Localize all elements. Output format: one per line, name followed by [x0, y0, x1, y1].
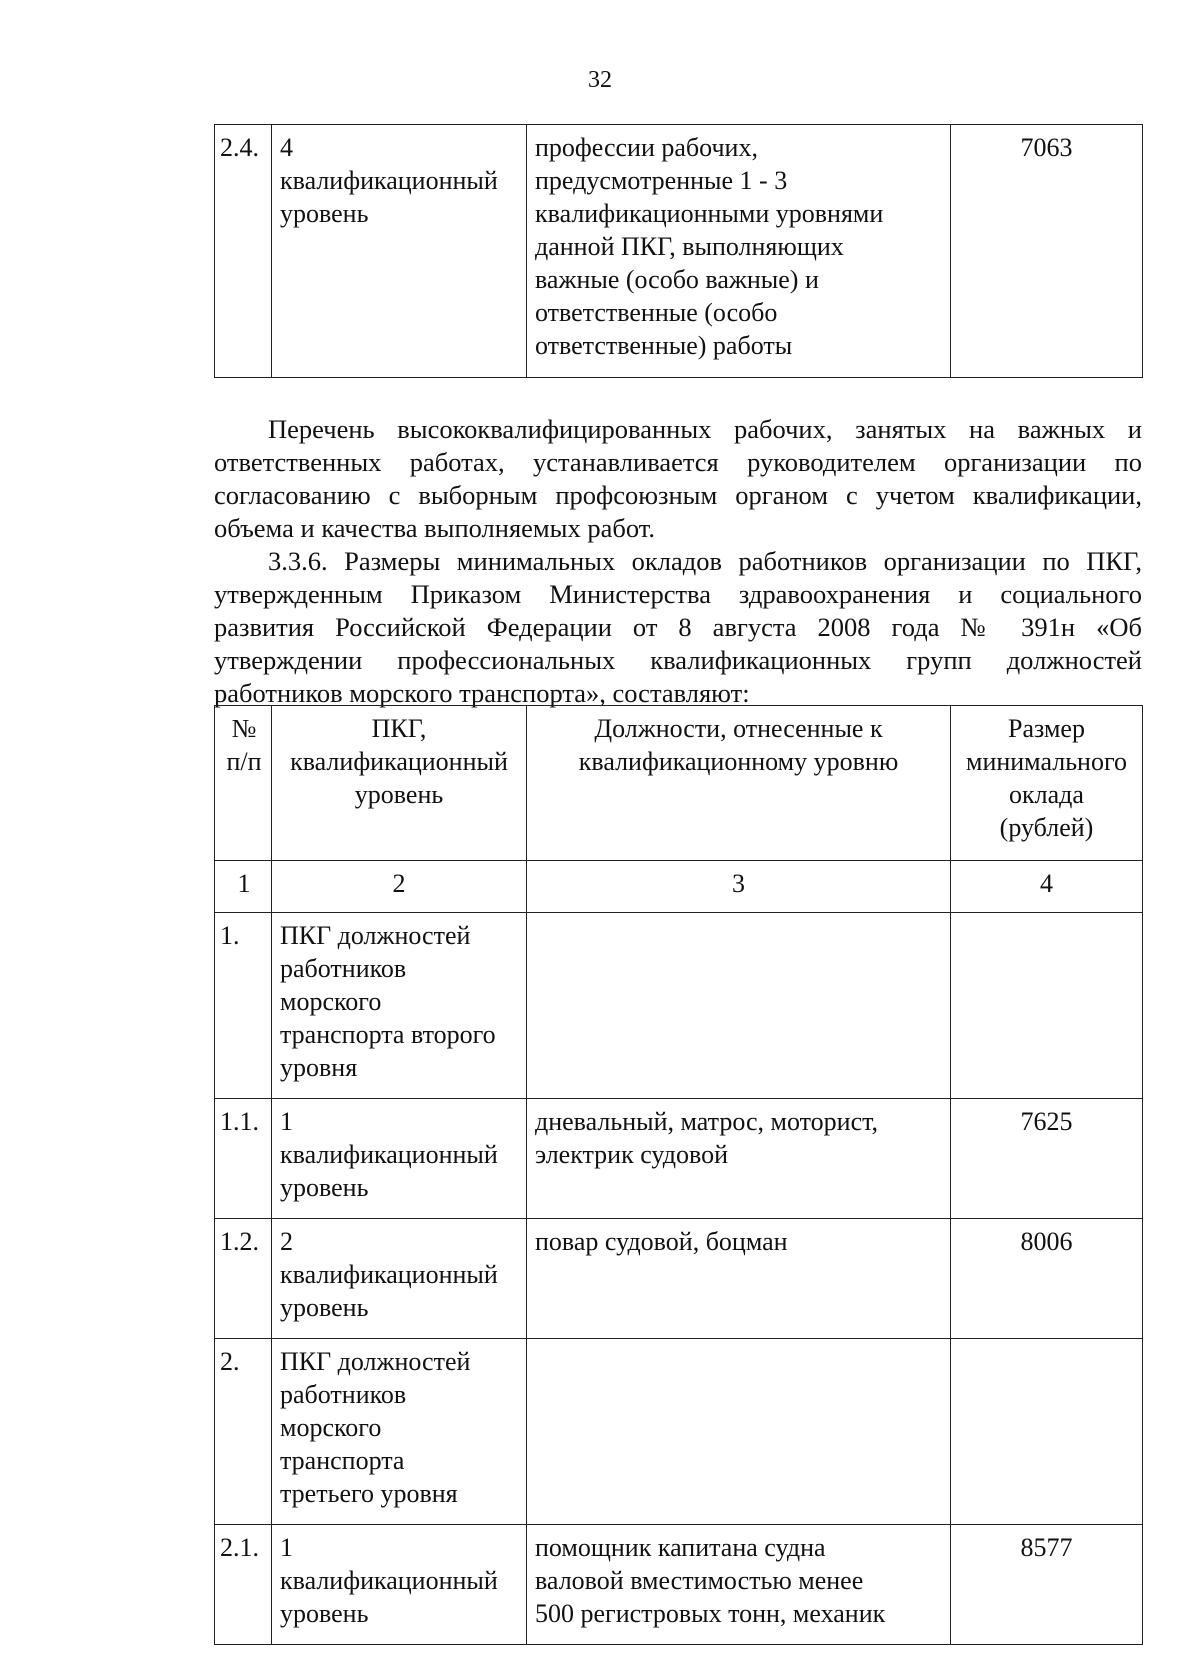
page-number: 32 [588, 67, 612, 93]
qualification-level-cell [272, 913, 527, 1099]
header-positions [527, 706, 951, 861]
level-line: 1 [280, 1533, 293, 1562]
level-line: квалификационный [280, 166, 498, 195]
salary-cell [951, 913, 1143, 1099]
positions-cell [527, 1219, 951, 1339]
row-number: 1.2. [220, 1227, 259, 1256]
header-row [215, 706, 1143, 861]
row-number-cell [215, 1099, 272, 1219]
row-number: 1. [220, 921, 240, 950]
paragraph-line: объема и качества выполняемых работ. [214, 513, 655, 543]
position-line: ответственные) работы [535, 331, 793, 360]
salary-cell [951, 125, 1143, 378]
header-line: уровень [354, 780, 444, 809]
column-number: 4 [951, 861, 1143, 913]
position-line: важные (особо важные) и [535, 265, 819, 294]
salary-value: 8577 [1020, 1533, 1073, 1562]
positions-cell [527, 125, 951, 378]
header-line: (рублей) [999, 813, 1094, 842]
salary-value: 8006 [1020, 1227, 1073, 1256]
row-number-cell [215, 1339, 272, 1525]
level-line: работников [280, 1380, 407, 1409]
header-line: п/п [226, 747, 262, 776]
row-number: 2. [220, 1347, 240, 1376]
qualification-level-cell [272, 125, 527, 378]
header-line: минимального [965, 747, 1127, 776]
row-number-cell [215, 913, 272, 1099]
qualification-level-cell [272, 1099, 527, 1219]
salary-value: 7063 [1020, 133, 1073, 162]
table-row [215, 1339, 1143, 1525]
table-body [215, 125, 1143, 378]
table-header [215, 706, 1143, 861]
row-number-cell [215, 125, 272, 378]
paragraph-line: ответственных работах, устанавливается руководителем организации по [214, 447, 1142, 477]
level-line: уровень [280, 1173, 369, 1202]
position-line: квалификационными уровнями [535, 199, 884, 228]
salary-cell [951, 1525, 1143, 1645]
position-line: данной ПКГ, выполняющих [535, 232, 844, 261]
position-line: электрик судовой [535, 1140, 729, 1169]
level-line: 1 [280, 1107, 293, 1136]
column-number: 1 [215, 861, 272, 913]
table-row [215, 1099, 1143, 1219]
salary-cell [951, 1339, 1143, 1525]
level-line: морского [280, 1413, 382, 1442]
paragraph-line: Перечень высококвалифицированных рабочих, занятых на важных и [268, 414, 1142, 444]
level-line: работников [280, 954, 407, 983]
qualification-level-cell [272, 1339, 527, 1525]
level-line: уровень [280, 1599, 369, 1628]
table-row [215, 913, 1143, 1099]
qualification-level-cell [272, 1525, 527, 1645]
header-line: № [231, 714, 257, 743]
level-line: квалификационный [280, 1566, 498, 1595]
table-row [215, 1525, 1143, 1645]
paragraph-line: работников морского транспорта», составляют: [214, 678, 750, 708]
paragraph-high-qualified-workers [214, 413, 1142, 545]
level-line: транспорта [280, 1446, 405, 1475]
position-line: ответственные (особо [535, 298, 778, 327]
position-line: предусмотренные 1 - 3 [535, 166, 788, 195]
paragraph-line: утверждении профессиональных квалификационных групп должностей [214, 645, 1142, 675]
column-number: 2 [272, 861, 527, 913]
paragraph-line: согласованию с выборным профсоюзным органом с учетом квалификации, [214, 480, 1142, 510]
level-line: уровня [280, 1053, 358, 1082]
salary-cell [951, 1099, 1143, 1219]
table-row [215, 1219, 1143, 1339]
level-line: уровень [280, 1293, 369, 1322]
positions-cell [527, 1525, 951, 1645]
paragraph-line: развития Российской Федерации от 8 августа 2008 года № 391н «Об [214, 612, 1142, 642]
level-line: ПКГ должностей [280, 1347, 471, 1376]
position-line: помощник капитана судна [535, 1533, 826, 1562]
position-line: валовой вместимостью менее [535, 1566, 864, 1595]
header-salary [951, 706, 1143, 861]
column-number: 3 [527, 861, 951, 913]
positions-cell [527, 1339, 951, 1525]
row-number-cell [215, 1219, 272, 1339]
header-line: квалификационный [290, 747, 508, 776]
salary-table-continued [214, 124, 1143, 378]
row-number: 1.1. [220, 1107, 259, 1136]
level-line: ПКГ должностей [280, 921, 471, 950]
paragraph-3-3-6 [214, 545, 1142, 710]
table-row [215, 125, 1143, 378]
header-line: квалификационному уровню [578, 747, 899, 776]
position-line: 500 регистровых тонн, механик [535, 1599, 886, 1628]
qualification-level-cell [272, 1219, 527, 1339]
positions-cell [527, 1099, 951, 1219]
header-line: ПКГ, [371, 714, 427, 743]
paragraph-line: утвержденным Приказом Министерства здравоохранения и социального [214, 579, 1142, 609]
header-line: оклада [1009, 780, 1084, 809]
row-number: 2.1. [220, 1533, 259, 1562]
header-line: Должности, отнесенные к [594, 714, 883, 743]
header-pkg-level [272, 706, 527, 861]
position-line: повар судовой, боцман [535, 1227, 788, 1256]
salary-value: 7625 [1020, 1107, 1073, 1136]
row-number: 2.4. [220, 133, 259, 162]
header-number [215, 706, 272, 861]
header-line: Размер [1008, 714, 1085, 743]
paragraph-line: 3.3.6. Размеры минимальных окладов работников организации по ПКГ, [268, 546, 1142, 576]
salary-table-maritime [214, 705, 1143, 1645]
level-line: морского [280, 987, 382, 1016]
level-line: квалификационный [280, 1260, 498, 1289]
positions-cell [527, 913, 951, 1099]
level-line: квалификационный [280, 1140, 498, 1169]
position-line: дневальный, матрос, моторист, [535, 1107, 879, 1136]
level-line: 2 [280, 1227, 293, 1256]
level-line: третьего уровня [280, 1479, 458, 1508]
level-line: 4 [280, 133, 293, 162]
level-line: уровень [280, 199, 369, 228]
salary-cell [951, 1219, 1143, 1339]
level-line: транспорта второго [280, 1020, 496, 1049]
table-body [215, 861, 1143, 1645]
position-line: профессии рабочих, [535, 133, 758, 162]
column-numbering-row [215, 861, 1143, 913]
row-number-cell [215, 1525, 272, 1645]
